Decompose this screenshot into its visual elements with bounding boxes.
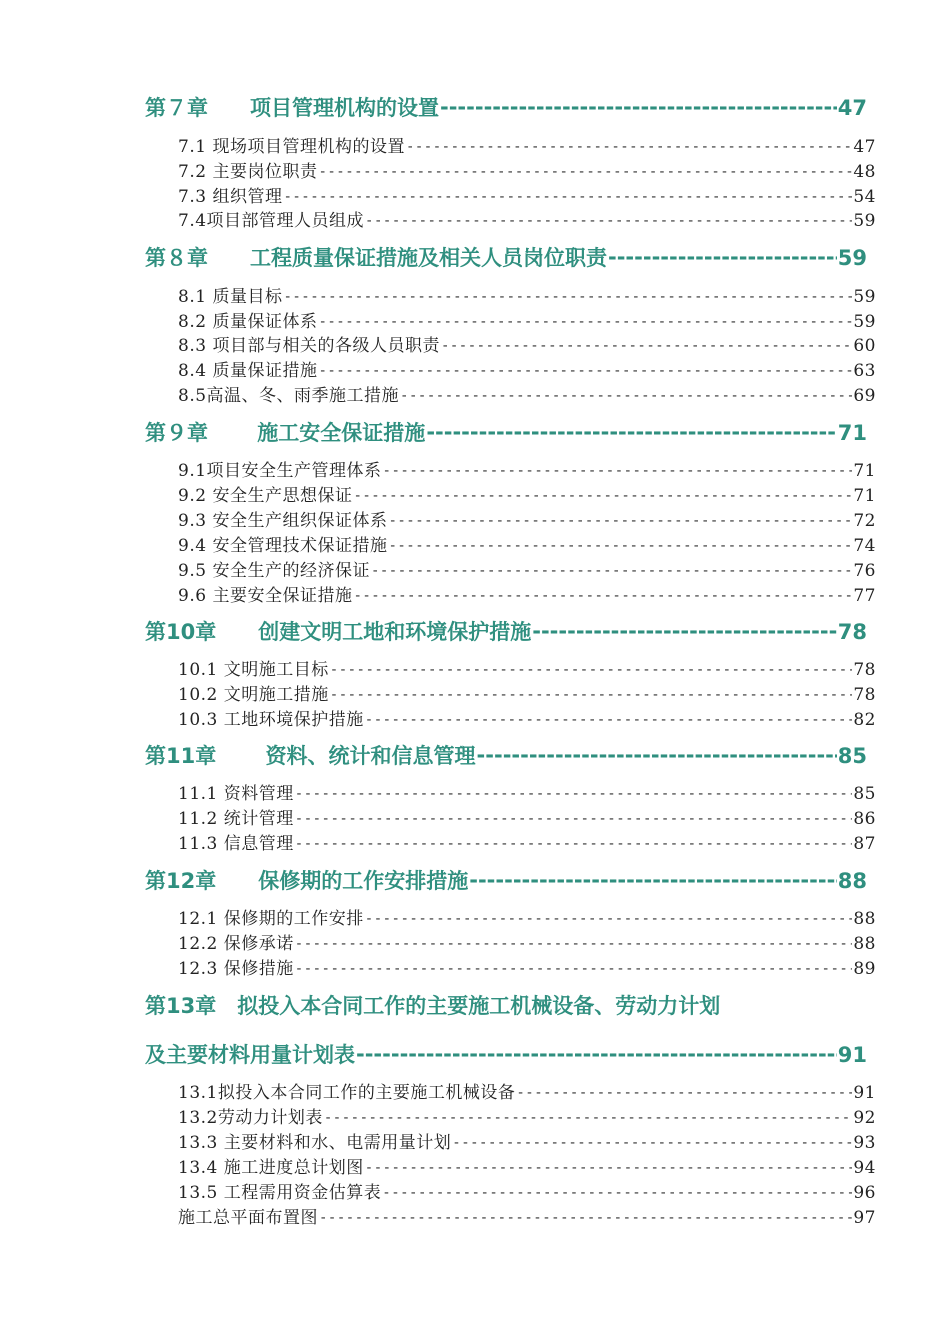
section-title: 13.2劳动力计划表 xyxy=(178,1108,323,1128)
section-title: 10.2 文明施工措施 xyxy=(178,685,329,705)
toc-section-9-4[interactable] xyxy=(178,531,876,556)
section-title: 8.3 项目部与相关的各级人员职责 xyxy=(178,336,440,356)
section-title: 10.3 工地环境保护措施 xyxy=(178,710,364,730)
toc-section-12-2[interactable] xyxy=(178,929,876,954)
chapter-title: 第７章 项目管理机构的设置 xyxy=(145,96,439,120)
section-title: 10.1 文明施工目标 xyxy=(178,660,329,680)
dot-leader xyxy=(365,210,852,230)
section-page-number: 86 xyxy=(853,809,876,829)
dot-leader xyxy=(469,868,837,892)
dot-leader xyxy=(383,460,853,480)
toc-section-13-5[interactable] xyxy=(178,1178,876,1203)
section-page-number: 97 xyxy=(853,1208,876,1228)
section-page-number: 93 xyxy=(853,1133,876,1153)
dot-leader xyxy=(400,385,852,405)
dot-leader xyxy=(353,585,852,605)
section-page-number: 96 xyxy=(853,1183,876,1203)
section-title: 11.1 资料管理 xyxy=(178,784,294,804)
section-page-number: 71 xyxy=(853,486,876,506)
section-page-number: 78 xyxy=(853,685,876,705)
section-title: 8.5高温、冬、雨季施工措施 xyxy=(178,386,400,406)
chapter-title: 第８章 工程质量保证措施及相关人员岗位职责 xyxy=(145,246,607,270)
toc-section-8-3[interactable] xyxy=(178,331,876,356)
dot-leader xyxy=(318,161,852,181)
dot-leader xyxy=(477,743,837,767)
toc-chapter-13[interactable] xyxy=(145,1039,867,1069)
dot-leader xyxy=(295,958,853,978)
toc-section-9-2[interactable] xyxy=(178,481,876,506)
section-title: 7.4项目部管理人员组成 xyxy=(178,211,365,231)
dot-leader xyxy=(283,286,852,306)
dot-leader xyxy=(426,420,836,444)
dot-leader xyxy=(452,1132,852,1152)
section-page-number: 71 xyxy=(853,461,876,481)
section-title: 11.2 统计管理 xyxy=(178,809,294,829)
section-page-number: 91 xyxy=(853,1083,876,1103)
section-title: 9.6 主要安全保证措施 xyxy=(178,586,353,606)
dot-leader xyxy=(440,95,837,119)
toc-section-9-1[interactable] xyxy=(178,456,876,481)
dot-leader xyxy=(608,245,837,269)
section-page-number: 72 xyxy=(853,511,876,531)
dot-leader xyxy=(516,1082,852,1102)
dot-leader xyxy=(388,510,852,530)
section-page-number: 63 xyxy=(853,361,876,381)
dot-leader xyxy=(330,684,853,704)
section-title: 13.1拟投入本合同工作的主要施工机械设备 xyxy=(178,1083,516,1103)
dot-leader xyxy=(330,659,853,679)
section-page-number: 94 xyxy=(853,1158,876,1178)
section-title: 施工总平面布置图 xyxy=(178,1208,318,1228)
dot-leader xyxy=(365,1157,853,1177)
toc-section-7-1[interactable] xyxy=(178,132,876,157)
toc-section-7-3[interactable] xyxy=(178,182,876,207)
chapter-page-number: 91 xyxy=(837,1043,867,1067)
toc-section-13-3[interactable] xyxy=(178,1128,876,1153)
section-page-number: 54 xyxy=(853,187,876,207)
dot-leader xyxy=(295,783,853,803)
chapter-page-number: 47 xyxy=(837,96,867,120)
section-page-number: 76 xyxy=(853,561,876,581)
toc-section-11-1[interactable] xyxy=(178,779,876,804)
section-title: 8.4 质量保证措施 xyxy=(178,361,318,381)
chapter-title: 第11章 资料、统计和信息管理 xyxy=(145,744,476,768)
section-page-number: 74 xyxy=(853,536,876,556)
dot-leader xyxy=(283,186,852,206)
toc-chapter-9[interactable] xyxy=(145,417,867,447)
section-title: 9.3 安全生产组织保证体系 xyxy=(178,511,388,531)
toc-section-8-1[interactable] xyxy=(178,282,876,307)
dot-leader xyxy=(324,1107,853,1127)
chapter-page-number: 88 xyxy=(837,869,867,893)
toc-section-12-3[interactable] xyxy=(178,954,876,979)
chapter-title: 第10章 创建文明工地和环境保护措施 xyxy=(145,620,532,644)
toc-section-7-4[interactable] xyxy=(178,206,876,231)
section-title: 13.5 工程需用资金估算表 xyxy=(178,1183,382,1203)
section-page-number: 82 xyxy=(853,710,876,730)
section-title: 12.1 保修期的工作安排 xyxy=(178,909,364,929)
section-page-number: 78 xyxy=(853,660,876,680)
section-title: 9.5 安全生产的经济保证 xyxy=(178,561,370,581)
section-title: 8.1 质量目标 xyxy=(178,287,283,307)
section-title: 12.3 保修措施 xyxy=(178,959,294,979)
section-title: 7.3 组织管理 xyxy=(178,187,283,207)
chapter-title: 第12章 保修期的工作安排措施 xyxy=(145,869,469,893)
dot-leader xyxy=(295,808,853,828)
section-page-number: 92 xyxy=(853,1108,876,1128)
toc-chapter-11[interactable] xyxy=(145,740,867,770)
dot-leader xyxy=(371,560,852,580)
dot-leader xyxy=(441,335,852,355)
toc-section-13-2[interactable] xyxy=(178,1103,876,1128)
section-title: 9.1项目安全生产管理体系 xyxy=(178,461,382,481)
chapter-page-number: 59 xyxy=(837,246,867,270)
section-page-number: 48 xyxy=(853,162,876,182)
chapter-title: 及主要材料用量计划表 xyxy=(145,1043,355,1067)
section-page-number: 47 xyxy=(853,137,876,157)
chapter-page-number: 71 xyxy=(837,421,867,445)
toc-section-10-2[interactable] xyxy=(178,680,876,705)
toc-section-13-1[interactable] xyxy=(178,1078,876,1103)
section-page-number: 88 xyxy=(853,934,876,954)
section-title: 8.2 质量保证体系 xyxy=(178,312,318,332)
dot-leader xyxy=(356,1042,837,1066)
section-page-number: 89 xyxy=(853,959,876,979)
section-page-number: 60 xyxy=(853,336,876,356)
toc-section-9-5[interactable] xyxy=(178,556,876,581)
section-page-number: 88 xyxy=(853,909,876,929)
section-page-number: 59 xyxy=(853,312,876,332)
section-page-number: 85 xyxy=(853,784,876,804)
dot-leader xyxy=(388,535,852,555)
toc-section-13-4[interactable] xyxy=(178,1153,876,1178)
section-page-number: 77 xyxy=(853,586,876,606)
section-title: 7.1 现场项目管理机构的设置 xyxy=(178,137,405,157)
section-title: 13.4 施工进度总计划图 xyxy=(178,1158,364,1178)
toc-chapter-13-line1[interactable]: 第13章 拟投入本合同工作的主要施工机械设备、劳动力计划 xyxy=(145,994,721,1018)
toc-section-9-3[interactable] xyxy=(178,506,876,531)
section-page-number: 59 xyxy=(853,287,876,307)
dot-leader xyxy=(318,311,852,331)
dot-leader xyxy=(406,136,852,156)
section-title: 9.2 安全生产思想保证 xyxy=(178,486,353,506)
chapter-page-number: 85 xyxy=(837,744,867,768)
dot-leader xyxy=(318,360,852,380)
toc-chapter-10[interactable] xyxy=(145,616,867,646)
toc-section-8-2[interactable] xyxy=(178,307,876,332)
section-page-number: 59 xyxy=(853,211,876,231)
dot-leader xyxy=(295,933,853,953)
dot-leader xyxy=(319,1207,852,1227)
dot-leader xyxy=(382,1182,852,1202)
dot-leader xyxy=(295,833,853,853)
toc-section-11-2[interactable] xyxy=(178,804,876,829)
chapter-page-number: 78 xyxy=(837,620,867,644)
toc-section-10-1[interactable] xyxy=(178,655,876,680)
dot-leader xyxy=(532,619,837,643)
toc-section-9-6[interactable] xyxy=(178,581,876,606)
toc-section-12-1[interactable] xyxy=(178,904,876,929)
section-title: 12.2 保修承诺 xyxy=(178,934,294,954)
toc-chapter-7[interactable] xyxy=(145,92,867,122)
toc-chapter-8[interactable] xyxy=(145,242,867,272)
dot-leader xyxy=(365,709,853,729)
toc-chapter-12[interactable] xyxy=(145,865,867,895)
section-title: 9.4 安全管理技术保证措施 xyxy=(178,536,388,556)
toc-section-8-4[interactable] xyxy=(178,356,876,381)
dot-leader xyxy=(353,485,852,505)
toc-section-11-3[interactable] xyxy=(178,829,876,854)
toc-section-site-plan[interactable] xyxy=(178,1203,876,1228)
section-title: 13.3 主要材料和水、电需用量计划 xyxy=(178,1133,452,1153)
section-title: 7.2 主要岗位职责 xyxy=(178,162,318,182)
section-page-number: 69 xyxy=(853,386,876,406)
toc-section-8-5[interactable] xyxy=(178,381,876,406)
chapter-title: 第９章 施工安全保证措施 xyxy=(145,421,426,445)
toc-section-10-3[interactable] xyxy=(178,705,876,730)
toc-section-7-2[interactable] xyxy=(178,157,876,182)
section-title: 11.3 信息管理 xyxy=(178,834,294,854)
dot-leader xyxy=(365,908,853,928)
section-page-number: 87 xyxy=(853,834,876,854)
